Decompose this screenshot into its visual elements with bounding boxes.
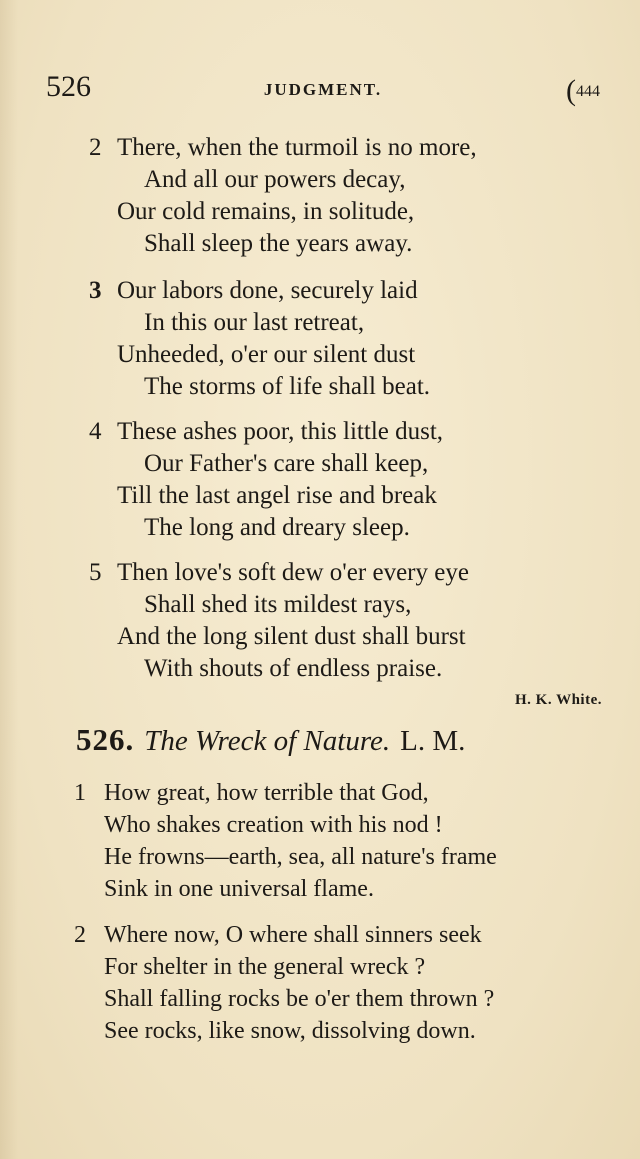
verse-line: For shelter in the general wreck ?: [104, 954, 426, 980]
verse-line: See rocks, like snow, dissolving down.: [104, 1018, 476, 1044]
verse-line: In this our last retreat,: [144, 309, 365, 336]
stanza-525-5: [89, 557, 469, 685]
verse-line: Our Father's care shall keep,: [144, 450, 429, 477]
verse-line: How great, how terrible that God,: [104, 780, 429, 806]
running-head: [46, 70, 600, 110]
stanza-526-1: [74, 777, 497, 905]
verse-line: Till the last angel rise and break: [117, 482, 437, 509]
stanza-525-4: [89, 416, 444, 544]
verse-line: And the long silent dust shall burst: [117, 623, 466, 650]
verse-line: Then love's soft dew o'er every eye: [117, 559, 469, 586]
hymn-number: 526.: [76, 722, 135, 757]
page-number: 526: [46, 70, 91, 103]
verse-line: Unheeded, o'er our silent dust: [117, 341, 416, 368]
verse-number: 1: [74, 780, 86, 806]
verse-number: 4: [89, 418, 102, 445]
verse-number: 2: [89, 134, 102, 161]
hymn-heading: [76, 722, 465, 758]
stanza-526-2: [74, 919, 495, 1047]
verse-line: Shall shed its mildest rays,: [144, 591, 412, 618]
verse-line: Our cold remains, in solitude,: [117, 198, 415, 225]
verse-line: Shall sleep the years away.: [144, 230, 413, 257]
verse-line: The long and dreary sleep.: [144, 514, 410, 541]
verse-line: Shall falling rocks be o'er them thrown ?: [104, 986, 495, 1012]
verse-number: 2: [74, 922, 86, 948]
verse-line: With shouts of endless praise.: [144, 655, 443, 682]
hymn-title: The Wreck of Nature.: [144, 725, 391, 757]
verse-line: And all our powers decay,: [144, 166, 406, 193]
verse-number: 3: [89, 277, 102, 304]
verse-line: Our labors done, securely laid: [117, 277, 418, 304]
verse-number: 5: [89, 559, 102, 586]
verse-line: The storms of life shall beat.: [144, 373, 431, 400]
verse-line: Sink in one universal flame.: [104, 876, 374, 902]
verse-line: There, when the turmoil is no more,: [117, 134, 477, 161]
verse-line: He frowns—earth, sea, all nature's frame: [104, 844, 497, 870]
hymn-meter: L. M.: [400, 725, 466, 757]
stanza-525-3: [89, 275, 431, 403]
verse-line: Where now, O where shall sinners seek: [104, 922, 482, 948]
section-title: JUDGMENT.: [263, 80, 383, 99]
verse-line: Who shakes creation with his nod !: [104, 812, 443, 838]
hymn-reference: [566, 74, 600, 108]
hymn-reference-paren: (: [566, 74, 576, 107]
hymn-reference-number: 444: [576, 83, 600, 100]
stanza-525-2: [89, 132, 477, 260]
author-attribution: H. K. White.: [515, 692, 602, 708]
verse-line: These ashes poor, this little dust,: [117, 418, 444, 445]
